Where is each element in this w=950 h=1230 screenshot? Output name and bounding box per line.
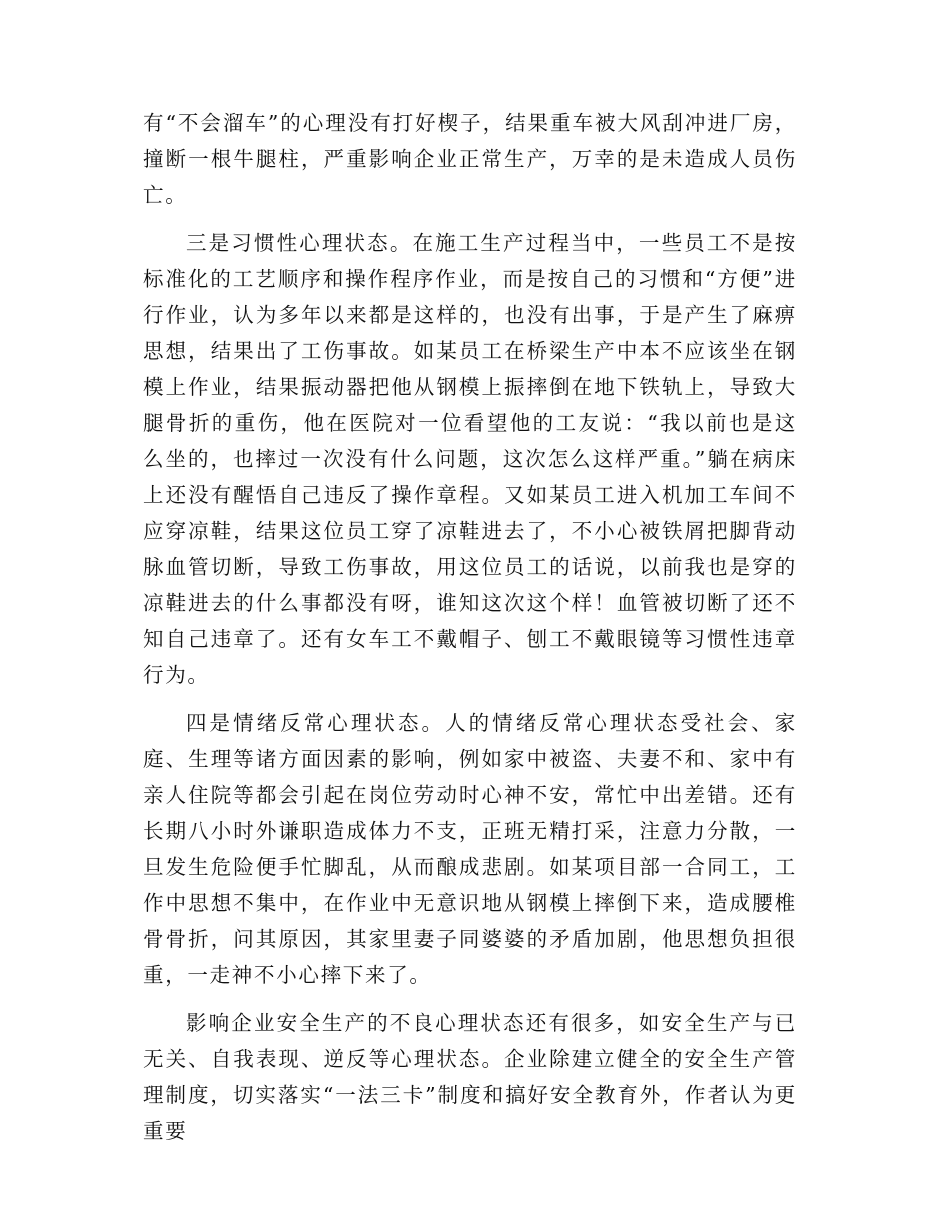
paragraph-habitual-mentality: 三是习惯性心理状态。在施工生产过程当中，一些员工不是按标准化的工艺顺序和操作程序作业，而是按自己的习惯和“方便”进行作业，认为多年以来都是这样的，也没有出事，于是产生了麻痹思想，结果出了工伤事故。如某员工在桥梁生产中本不应该坐在钢模上作业，结果振动器把他从钢模上振摔倒在地下铁轨上，导致大腿骨折的重伤，他在医院对一位看望他的工友说：“我以前也是这么坐的，也摔过一次没有什么问题，这次怎么这样严重。”躺在病床上还没有醒悟自己违反了操作章程。又如某员工进入机加工车间不应穿凉鞋，结果这位员工穿了凉鞋进去了，不小心被铁屑把脚背动脉血管切断，导致工伤事故，用这位员工的话说，以前我也是穿的凉鞋进去的什么事都没有呀，谁知这次这个样！血管被切断了还不知自己违章了。还有女车工不戴帽子、刨工不戴眼镜等习惯性违章行为。 — [143, 231, 797, 687]
paragraph-emotional-abnormality: 四是情绪反常心理状态。人的情绪反常心理状态受社会、家庭、生理等诸方面因素的影响，例如家中被盗、夫妻不和、家中有亲人住院等都会引起在岗位劳动时心神不安，常忙中出差错。还有长期八小时外谦职造成体力不支，正班无精打采，注意力分散，一旦发生危险便手忙脚乱，从而酿成悲剧。如某项目部一合同工，工作中思想不集中，在作业中无意识地从钢模上摔倒下来，造成腰椎骨骨折，问其原因，其家里妻子同婆婆的矛盾加剧，他思想负担很重，一走神不小心摔下来了。 — [143, 711, 797, 987]
paragraph-continuation: 有“不会溜车”的心理没有打好楔子，结果重车被大风刮冲进厂房，撞断一根牛腿柱，严重影响企业正常生产，万幸的是未造成人员伤亡。 — [143, 111, 797, 207]
document-body — [143, 105, 797, 1149]
paragraph-other-mentalities: 影响企业安全生产的不良心理状态还有很多，如安全生产与已无关、自我表现、逆反等心理状态。企业除建立健全的安全生产管理制度，切实落实“一法三卡”制度和搞好安全教育外，作者认为更重要 — [143, 1011, 797, 1143]
